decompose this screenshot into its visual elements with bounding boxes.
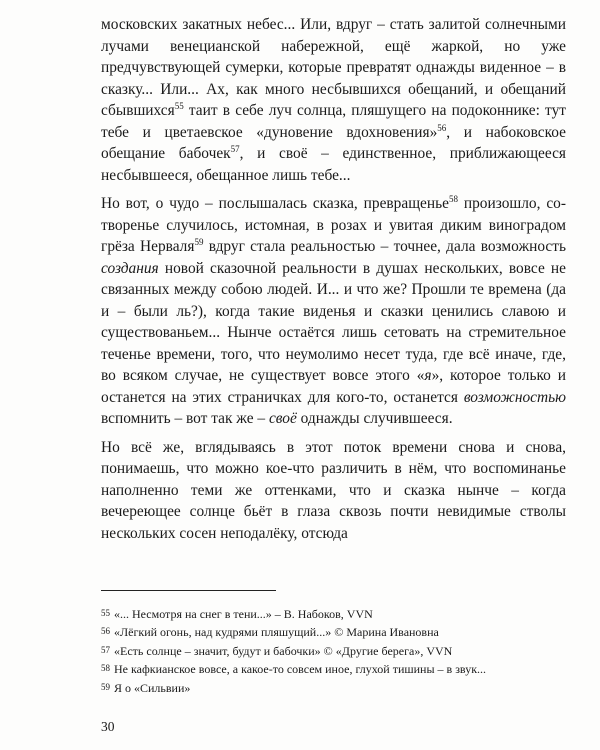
text-run: однажды случившееся. — [296, 410, 453, 427]
footnote-ref: 56 — [437, 122, 447, 133]
text-run: новой сказочной реальности в душах нескольких, вовсе не связанных между собою людей. И... и что же? Прошли те времена (да и – были ль?), когда такие виденья и сказки ценились славою и существованьем... Нынче остаётся лишь сетовать на стремительное теченье времени, того, что неумолимо несет туда, где всё иначе, где, во всяком случае, не существует вовсе этого « — [101, 259, 566, 384]
footnote-text: Не кафкианское вовсе, а какое-то совсем иное, глухой тишины – в звук... — [114, 662, 487, 677]
text-run: Но вот, о чудо – послышалась сказка, превращенье — [101, 195, 449, 212]
footnote-text: «Лёгкий огонь, над кудрями пляшущий...» © Марина Ивановна — [114, 625, 439, 640]
text-run: таит в себе луч солнца, пляшущего на подоконнике: тут тебе и цветаевское «дуновение вдохновения» — [101, 102, 566, 141]
emphasis: создания — [101, 259, 159, 277]
text-run: вспомнить – вот так же – — [101, 410, 269, 427]
footnotes — [101, 605, 566, 697]
footnote-number: 55 — [101, 608, 110, 618]
footnote — [101, 679, 566, 697]
footnote-separator — [101, 590, 276, 591]
main-text — [101, 14, 566, 544]
paragraph — [101, 437, 566, 545]
emphasis: возможностью — [463, 388, 566, 406]
footnote — [101, 642, 566, 660]
paragraph — [101, 193, 566, 430]
footnote-text: «... Несмотря на снег в тени...» – В. Набоков, VVN — [114, 607, 373, 621]
footnote — [101, 623, 566, 641]
text-run: Но всё же, вглядываясь в этот поток времени снова и снова, понимаешь, что можно кое-что различить в нём, что воспоминанье наполненно теми же оттенками, что и сказка нынче – когда вечереющее солнце бьёт в глаза сквозь почти невидимые стволы нескольких сосен неподалёку, отсюда — [101, 438, 566, 542]
footnote-number: 56 — [101, 626, 110, 637]
footnote-number: 58 — [101, 663, 110, 674]
text-run: », которое только и останется на этих страничках для кого-то, останется — [101, 367, 566, 406]
footnote — [101, 660, 566, 678]
emphasis: своё — [268, 410, 297, 427]
text-run: московских закатных небес... Или, вдруг – стать залитой солнечными лучами венецианской набережной, ещё жаркой, но уже предчувствующей сумерки, которые превратят однажды виденное – в сказку... Или... Ах, как много несбывшихся обещаний, и обещаний сбывшихся — [101, 16, 566, 119]
text-run: , и набоковское обещание бабочек — [101, 123, 566, 162]
footnote-text: «Есть солнце – значит, будут и бабочки» © «Другие берега», VVN — [114, 643, 453, 658]
text-run: произошло, со-творенье случилось, истомная, в розах и увитая диким виноградом грёза Нерваля — [101, 195, 566, 255]
footnote — [101, 605, 566, 623]
footnote-number: 57 — [101, 644, 110, 655]
footnote-ref: 57 — [230, 143, 240, 154]
emphasis: я — [424, 367, 432, 384]
footnote-ref: 58 — [448, 193, 458, 204]
paragraph — [101, 14, 566, 186]
text-run: , и своё – единственное, приближающееся несбывшееся, обещанное лишь тебе... — [101, 145, 567, 184]
text-run: вдруг стала реальностью – точнее, дала возможность — [203, 238, 566, 255]
footnote-number: 59 — [101, 681, 110, 692]
page-number: 30 — [101, 719, 115, 734]
footnote-ref: 55 — [174, 100, 184, 111]
footnote-ref: 59 — [194, 236, 204, 247]
footnote-text: Я о «Сильвии» — [114, 680, 191, 695]
